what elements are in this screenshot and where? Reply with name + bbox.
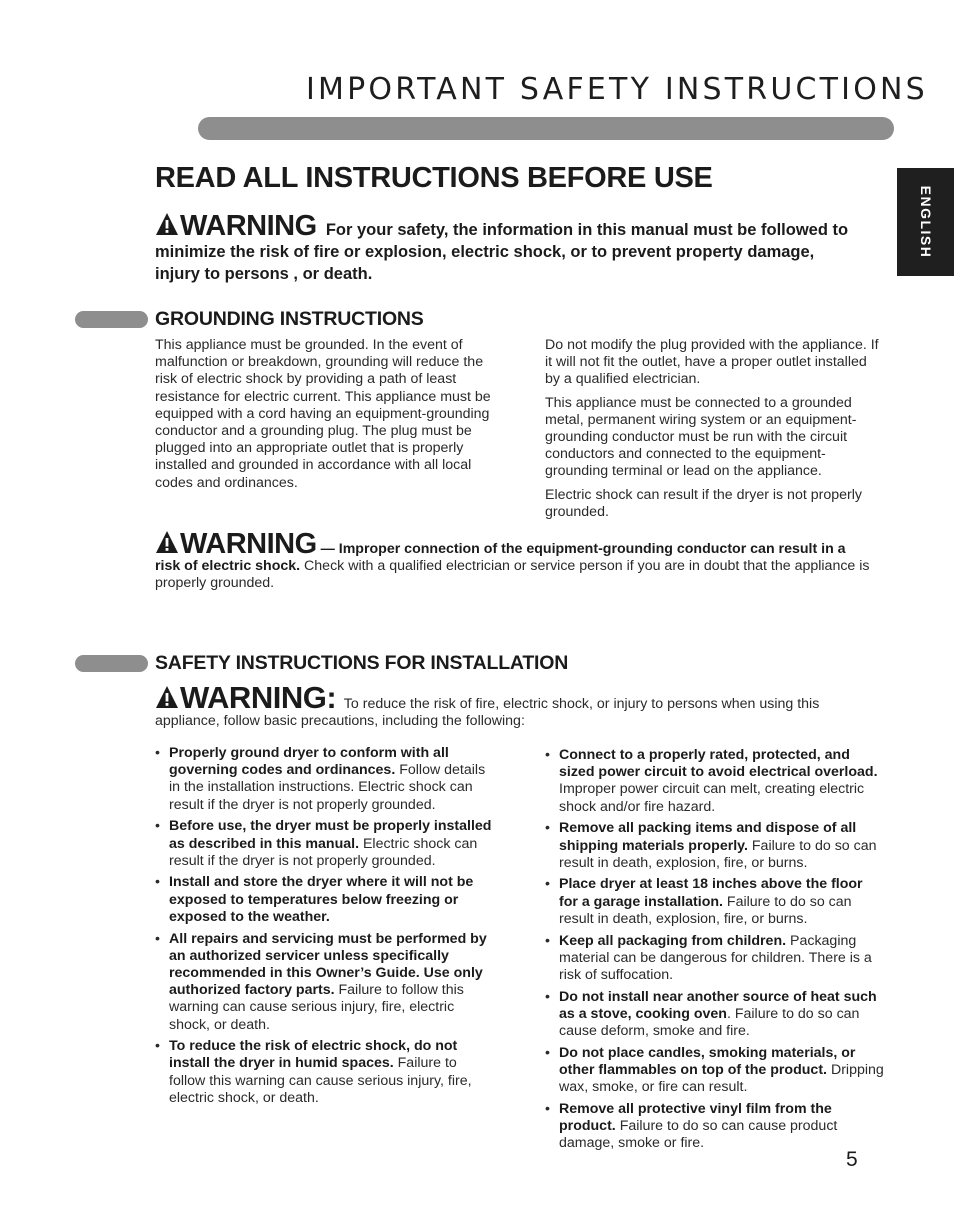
list-item-bold: Install and store the dryer where it will not be exposed to temperatures below freezing or exposed to the weather. [169, 874, 474, 925]
warning-grounding-block [155, 530, 870, 593]
list-item [545, 747, 885, 816]
installation-left-list [155, 745, 493, 1107]
list-item [545, 1101, 885, 1153]
list-item [155, 874, 493, 926]
list-item [545, 876, 885, 928]
warning-triangle-icon [155, 685, 179, 709]
warning-triangle-icon [155, 530, 179, 554]
list-item-bold: Connect to a properly rated, protected, and sized power circuit to avoid electrical overload. [559, 747, 878, 781]
read-all-title: READ ALL INSTRUCTIONS BEFORE USE [155, 162, 713, 194]
list-item-bold: All repairs and servicing must be performed by an authorized servicer unless specifically recommended in this Owner’s Guide. Use only authorized factory parts. [169, 930, 487, 999]
list-item [545, 989, 885, 1041]
warning-colon: : [326, 680, 337, 715]
list-item-bold: Place dryer at least 18 inches above the floor for a garage installation. [559, 876, 863, 910]
list-item-bold: Remove all packing items and dispose of all shipping materials properly. [559, 820, 857, 854]
language-tab [897, 168, 954, 276]
warning-word: WARNING [180, 680, 327, 715]
list-item-text: Follow details in the installation instructions. Electric shock can result if the dryer is not properly grounded. [169, 762, 486, 813]
list-item-bold: Remove all protective vinyl film from the product. [559, 1100, 832, 1135]
list-item-text: Failure to do so can result in death, explosion, fire, or burns. [559, 837, 877, 871]
list-item [155, 1038, 493, 1107]
warning-safety-block [155, 212, 855, 285]
list-item-bold: To reduce the risk of electric shock, do not install the dryer in humid spaces. [169, 1038, 458, 1072]
list-item [155, 931, 493, 1034]
warning-installation-block [155, 680, 875, 730]
warning-triangle-icon [155, 212, 179, 236]
list-item-text: Failure to do so can cause product damage, smoke or fire. [559, 1118, 838, 1152]
installation-title: SAFETY INSTRUCTIONS FOR INSTALLATION [155, 652, 569, 674]
warning-grounding-bold: — Improper connection of the equipment-grounding conductor can result in a risk of electric shock. [155, 541, 846, 575]
section-marker-installation [75, 655, 148, 672]
grounding-left-paragraph: This appliance must be grounded. In the event of malfunction or breakdown, grounding will reduce the risk of electric shock by providing a path of least resistance for electric current. This appliance must be equipped with a cord having an equipment-grounding conductor and a grounding plug. The plug must be plugged into an appropriate outlet that is properly installed and grounded in accordance with all local codes and ordinances. [155, 337, 491, 491]
warning-safety-text: For your safety, the information in this manual must be followed to minimize the risk of fire or explosion, electric shock, or to prevent property damage, injury to persons , or death. [155, 221, 849, 283]
list-item [545, 1045, 885, 1097]
list-item-text: . Failure to do so can cause deform, smoke and fire. [559, 1005, 860, 1040]
section-marker-grounding [75, 311, 148, 328]
warning-installation-text: To reduce the risk of fire, electric shock, or injury to persons when using this appliance, follow basic precautions, including the following: [155, 696, 820, 730]
list-item-text: Dripping wax, smoke, or fire can result. [559, 1061, 884, 1096]
list-item-bold: Before use, the dryer must be properly installed as described in this manual. [169, 818, 492, 852]
warning-word: WARNING [180, 528, 317, 560]
installation-left-column [155, 745, 493, 1112]
list-item-text: Failure to follow this warning can cause serious injury, fire, electric shock, or death. [169, 1055, 472, 1106]
list-item-bold: Properly ground dryer to conform with all governing codes and ordinances. [169, 745, 449, 779]
list-item-text: Failure to do so can result in death, explosion, fire, or burns. [559, 893, 852, 927]
grounding-title: GROUNDING INSTRUCTIONS [155, 308, 424, 330]
page-header-title: IMPORTANT SAFETY INSTRUCTIONS [306, 72, 928, 107]
grounding-left-column [155, 337, 495, 498]
warning-word: WARNING [180, 210, 317, 242]
list-item [155, 818, 493, 870]
list-item [155, 745, 493, 814]
list-item [545, 933, 885, 985]
installation-right-list [545, 747, 885, 1152]
list-item-text: Packaging material can be dangerous for children. There is a risk of suffocation. [559, 932, 872, 983]
list-item-bold: Keep all packaging from children. [559, 932, 787, 949]
list-item-text: Failure to follow this warning can cause serious injury, fire, electric shock, or death. [169, 982, 464, 1033]
list-item-text: Electric shock can result if the dryer is not properly grounded. [169, 835, 478, 869]
list-item-text: Improper power circuit can melt, creating electric shock and/or fire hazard. [559, 781, 865, 815]
header-bar [198, 117, 894, 140]
installation-right-column [545, 747, 885, 1157]
list-item-bold: Do not install near another source of heat such as a stove, cooking oven [559, 988, 877, 1022]
language-tab-label: ENGLISH [917, 185, 934, 259]
grounding-right-column [545, 337, 885, 527]
grounding-right-paragraph-2: This appliance must be connected to a grounded metal, permanent wiring system or an equipment-grounding conductor must be run with the circuit conductors and connected to the equipment-grounding terminal or lead on the appliance. [545, 394, 857, 480]
warning-grounding-text: Check with a qualified electrician or service person if you are in doubt that the appliance is properly grounded. [155, 558, 870, 592]
page-number: 5 [846, 1148, 858, 1171]
grounding-right-paragraph-3: Electric shock can result if the dryer is not properly grounded. [545, 486, 862, 520]
grounding-right-paragraph-1: Do not modify the plug provided with the appliance. If it will not fit the outlet, have a proper outlet installed by a qualified electrician. [545, 337, 879, 388]
list-item [545, 820, 885, 872]
list-item-bold: Do not place candles, smoking materials, or other flammables on top of the product. [559, 1044, 856, 1078]
